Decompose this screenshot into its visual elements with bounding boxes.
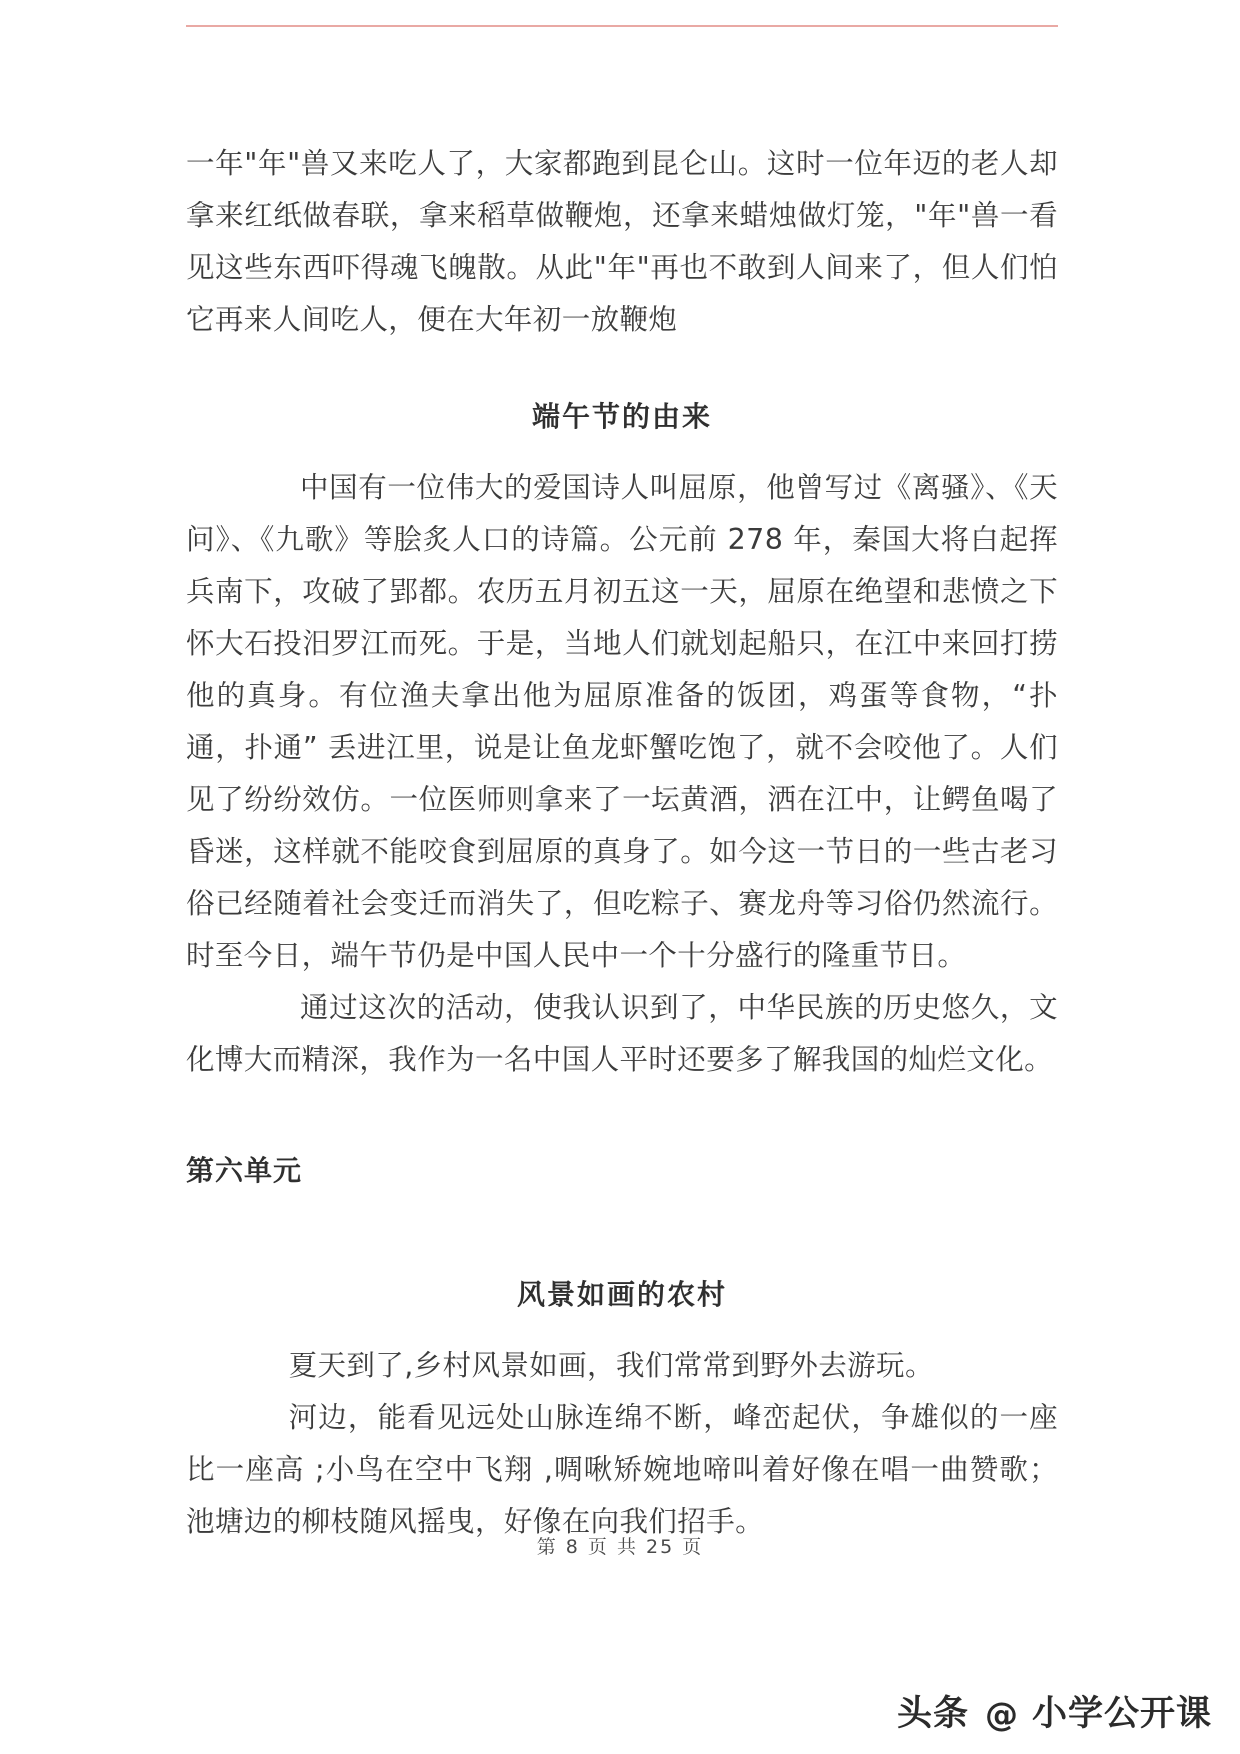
- spacer: [186, 1196, 1058, 1270]
- paragraph-duanwu-reflection: 通过这次的活动，使我认识到了，中华民族的历史悠久，文化博大而精深，我作为一名中国人平时还要多了解我国的灿烂文化。: [186, 991, 1058, 1076]
- heading-duanwu-origin: 端午节的由来: [531, 400, 712, 433]
- page-footer: [0, 1532, 1240, 1559]
- watermark: [896, 1694, 1212, 1734]
- spacer: [186, 346, 1058, 392]
- paragraph-countryside-scene: 河边，能看见远处山脉连绵不断，峰峦起伏，争雄似的一座比一座高 ;小鸟在空中飞翔 ,啁啾矫婉地啼叫着好像在唱一曲赞歌；池塘边的柳枝随风摇曳，好像在向我们招手。: [186, 1401, 1058, 1538]
- paragraph-duanwu-body: 中国有一位伟大的爱国诗人叫屈原，他曾写过《离骚》、《天问》、《九歌》等脍炙人口的诗篇。公元前 278 年，秦国大将白起挥兵南下，攻破了郢都。农历五月初五这一天，屈原在绝望和悲愤之下怀大石投汨罗江而死。于是，当地人们就划起船只，在江中来回打捞他的真身。有位渔夫拿出他为屈原准备的饭团，鸡蛋等食物，“扑通，扑通” 丢进江里，说是让鱼龙虾蟹吃饱了，就不会咬他了。人们见了纷纷效仿。一位医师则拿来了一坛黄酒，洒在江中，让鳄鱼喝了昏迷，这样就不能咬食到屈原的真身了。如今这一节日的一些古老习俗已经随着社会变迁而消失了，但吃粽子、赛龙舟等习俗仍然流行。时至今日，端午节仍是中国人民中一个十分盛行的隆重节日。: [186, 471, 1058, 972]
- spacer: [186, 442, 1058, 462]
- spacer: [186, 1086, 1058, 1146]
- watermark-account-name: 小学公开课: [1031, 1694, 1212, 1734]
- heading-picturesque-countryside: 风景如画的农村: [516, 1278, 727, 1311]
- document-content: [186, 138, 1058, 1548]
- header-divider: [186, 25, 1058, 27]
- watermark-at-symbol: @: [984, 1695, 1018, 1734]
- heading-unit-six: 第六单元: [186, 1154, 303, 1187]
- paragraph-countryside-intro: 夏天到了,乡村风景如画，我们常常到野外去游玩。: [288, 1349, 934, 1382]
- page-number: 第 8 页 共 25 页: [536, 1536, 704, 1558]
- watermark-brand: 头条: [896, 1694, 969, 1734]
- paragraph-nian-story: 一年"年"兽又来吃人了，大家都跑到昆仑山。这时一位年迈的老人却拿来红纸做春联，拿来稻草做鞭炮，还拿来蜡烛做灯笼，"年"兽一看见这些东西吓得魂飞魄散。从此"年"再也不敢到人间来了，但人们怕它再来人间吃人，便在大年初一放鞭炮: [186, 147, 1058, 336]
- spacer: [186, 1320, 1058, 1340]
